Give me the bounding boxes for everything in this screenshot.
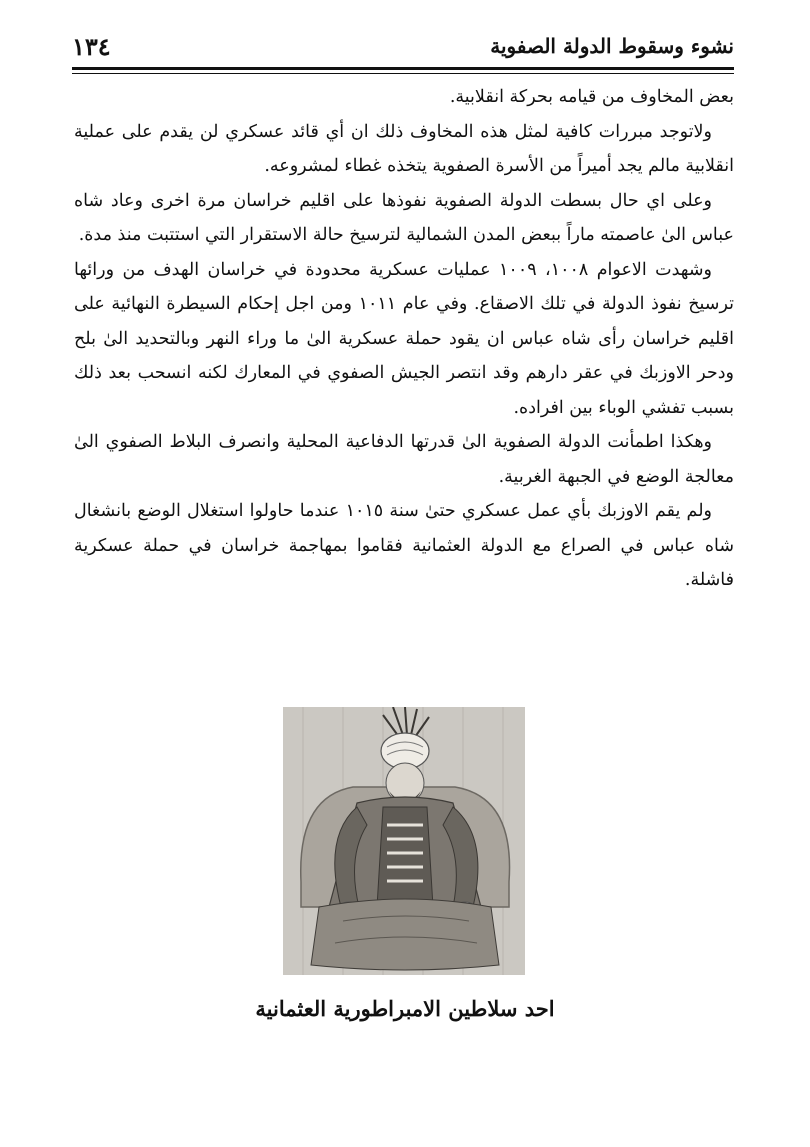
- paragraph: ولم يقم الاوزبك بأي عمل عسكري حتىٰ سنة ١٠١٥ عندما حاولوا استغلال الوضع بانشغال شاه عباس في الصراع مع الدولة العثمانية فقاموا بمهاجمة خراسان في حملة عسكرية فاشلة.: [74, 501, 734, 590]
- page-number: ١٣٤: [72, 32, 111, 61]
- page-header: [72, 30, 734, 66]
- header-rule-thin: [72, 73, 734, 74]
- paragraph: وعلى اي حال بسطت الدولة الصفوية نفوذها على اقليم خراسان مرة اخرى وعاد شاه عباس الىٰ عاصمته ماراً ببعض المدن الشمالية لترسيخ حالة الاستقرار التي استتبت منذ مدة.: [74, 190, 734, 245]
- figure-caption: احد سلاطين الامبراطورية العثمانية: [255, 996, 555, 1021]
- sultan-portrait-image: [283, 707, 525, 975]
- body-text: [74, 80, 734, 598]
- running-title: نشوء وسقوط الدولة الصفوية: [490, 34, 734, 58]
- header-rule-thick: [72, 67, 734, 70]
- paragraph: ولاتوجد مبررات كافية لمثل هذه المخاوف ذلك ان أي قائد عسكري لن يقدم على عملية انقلابية مالم يجد أميراً من الأسرة الصفوية يتخذه غطاء لمشروعه.: [74, 121, 734, 176]
- paragraph: بعض المخاوف من قيامه بحركة انقلابية.: [449, 87, 734, 107]
- paragraph: وشهدت الاعوام ١٠٠٨، ١٠٠٩ عمليات عسكرية محدودة في خراسان الهدف من ورائها ترسيخ نفوذ الدولة في تلك الاصقاع. وفي عام ١٠١١ ومن اجل إحكام السيطرة النهائية على اقليم خراسان رأى شاه عباس ان يقود حملة عسكرية الىٰ ما وراء النهر وبالتحديد الىٰ بلح ودحر الاوزبك في عقر دارهم وقد انتصر الجيش الصفوي في المعارك لكنه انسحب بعد ذلك بسبب تفشي الوباء بين افراده.: [74, 259, 735, 418]
- paragraph: وهكذا اطمأنت الدولة الصفوية الىٰ قدرتها الدفاعية المحلية وانصرف البلاط الصفوي الىٰ معالجة الوضع في الجبهة الغربية.: [74, 432, 734, 487]
